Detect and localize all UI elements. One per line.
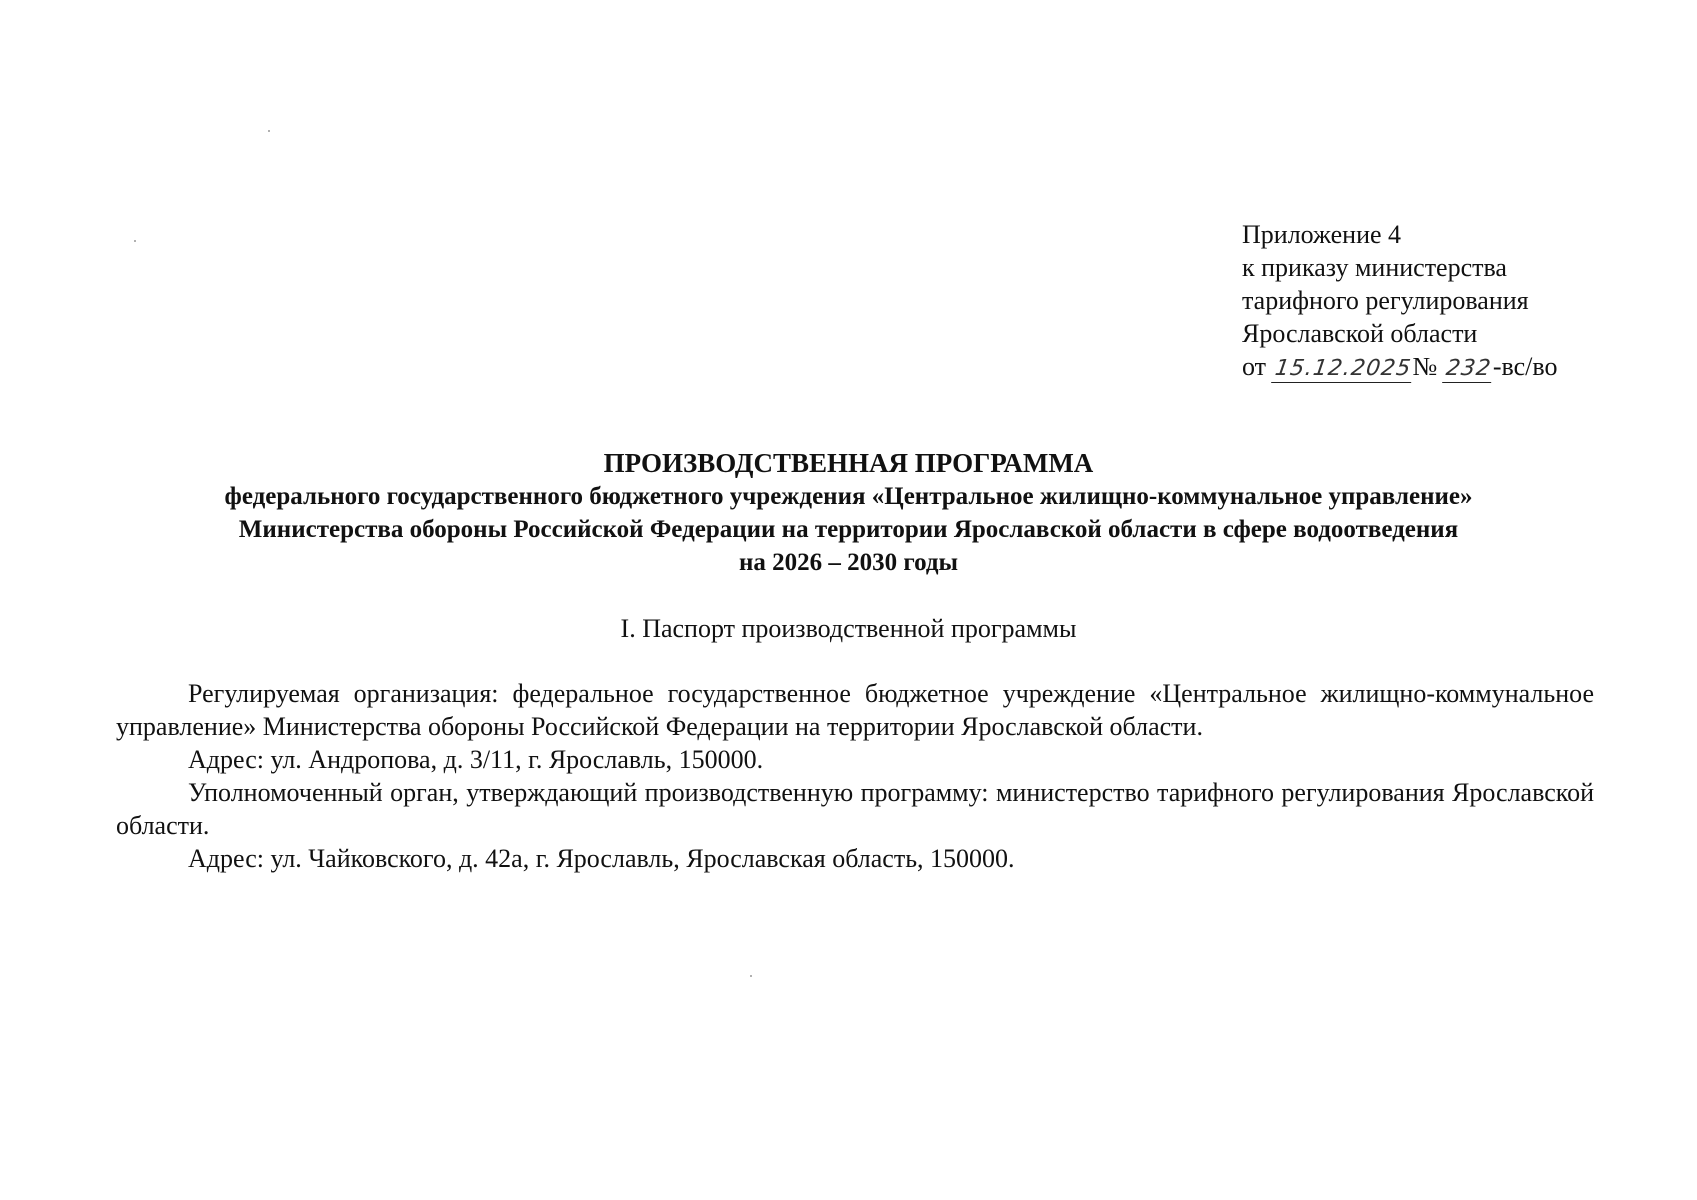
- handwritten-date: 15.12.2025: [1271, 356, 1415, 383]
- appendix-date-line: [1242, 350, 1557, 383]
- paragraph-authority: Уполномоченный орган, утверждающий производственную программу: министерство тарифного регулирования Ярославской области.: [116, 778, 1594, 840]
- scan-speck: [134, 240, 136, 242]
- document-subtitle-line-1: федерального государственного бюджетного учреждения «Центральное жилищно-коммунальное управление»: [224, 483, 1473, 510]
- document-title-block: [0, 446, 1697, 579]
- handwritten-number: 232: [1442, 356, 1495, 383]
- document-title: ПРОИЗВОДСТВЕННАЯ ПРОГРАММА: [603, 448, 1094, 478]
- scan-speck: [268, 130, 270, 132]
- appendix-line-1: Приложение 4: [1242, 220, 1402, 249]
- appendix-line-3: тарифного регулирования: [1242, 286, 1529, 315]
- number-suffix: -вс/во: [1492, 352, 1558, 381]
- appendix-block: [1242, 218, 1557, 383]
- paragraph-organization-address: Адрес: ул. Андропова, д. 3/11, г. Ярославль, 150000.: [188, 745, 764, 774]
- appendix-line-2: к приказу министерства: [1242, 253, 1507, 282]
- paragraph-authority-address: Адрес: ул. Чайковского, д. 42а, г. Ярославль, Ярославская область, 150000.: [188, 844, 1015, 873]
- document-subtitle-line-2: Министерства обороны Российской Федерации на территории Ярославской области в сфере водоотведения: [238, 516, 1459, 543]
- paragraph-organization: Регулируемая организация: федеральное государственное бюджетное учреждение «Центральное жилищно-коммунальное управление» Министерства обороны Российской Федерации на территории Ярославской области.: [116, 679, 1594, 741]
- appendix-line-4: Ярославской области: [1242, 319, 1478, 348]
- scan-speck: [750, 975, 752, 977]
- document-subtitle-line-3: на 2026 – 2030 годы: [738, 549, 959, 576]
- passport-body: [116, 677, 1594, 875]
- date-prefix: от: [1242, 352, 1267, 381]
- number-sign: №: [1412, 352, 1438, 381]
- section-heading: I. Паспорт производственной программы: [620, 614, 1077, 643]
